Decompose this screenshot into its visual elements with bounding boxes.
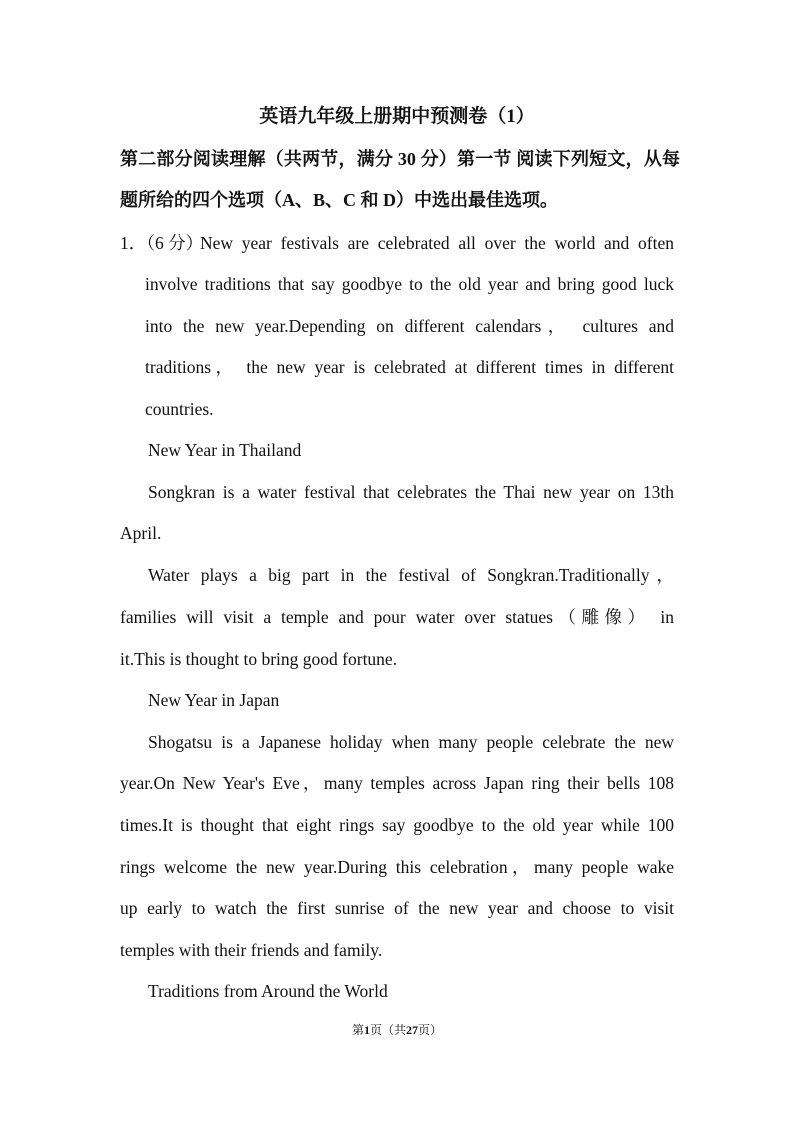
question-text-line: involve traditions that say goodbye to the old year and bring good luck bbox=[145, 274, 674, 294]
question-text-line: New year festivals are celebrated all over the world and often bbox=[200, 233, 674, 253]
paragraph-line: Water plays a big part in the festival of Songkran.Traditionally， bbox=[148, 565, 674, 585]
paragraph-line: it.This is thought to bring good fortune. bbox=[120, 649, 398, 669]
paragraph-line: Shogatsu is a Japanese holiday when many people celebrate the new bbox=[148, 732, 674, 752]
paragraph-line: Songkran is a water festival that celebrates the Thai new year on 13th bbox=[148, 482, 674, 502]
footer-suffix: 页） bbox=[418, 1023, 443, 1037]
footer-prefix: 第 bbox=[351, 1023, 364, 1037]
paragraph-line: year.On New Year's Eve，many temples across Japan ring their bells 108 bbox=[120, 773, 674, 793]
paragraph-line: times.It is thought that eight rings say goodbye to the old year while 100 bbox=[120, 815, 674, 835]
question-text-line: traditions， the new year is celebrated at different times in different bbox=[145, 357, 674, 377]
heading-japan: New Year in Japan bbox=[148, 690, 280, 710]
heading-world: Traditions from Around the World bbox=[148, 981, 388, 1001]
paragraph-line: temples with their friends and family. bbox=[120, 940, 383, 960]
paragraph-line: families will visit a temple and pour water over statues（雕像） in bbox=[120, 607, 674, 627]
page-footer bbox=[0, 1022, 794, 1038]
footer-page-number: 1 bbox=[363, 1023, 370, 1037]
question-text-line: countries. bbox=[145, 399, 214, 419]
question-number: 1．（6 分） bbox=[120, 233, 204, 253]
question-text-line: into the new year.Depending on different calendars， cultures and bbox=[145, 316, 674, 336]
heading-thailand: New Year in Thailand bbox=[148, 440, 302, 460]
paragraph-line: rings welcome the new year.During this celebration，many people wake bbox=[120, 857, 674, 877]
paragraph-line: April. bbox=[120, 523, 162, 543]
paragraph-line: up early to watch the first sunrise of the new year and choose to visit bbox=[120, 898, 674, 918]
page-title: 英语九年级上册期中预测卷（1） bbox=[259, 106, 535, 127]
section-instruction: 第二部分阅读理解（共两节，满分 30 分）第一节 阅读下列短文，从每题所给的四个选项（A、B、C 和 D）中选出最佳选项。 bbox=[120, 149, 680, 210]
footer-total-pages: 27 bbox=[406, 1023, 418, 1037]
footer-middle: 页（共 bbox=[369, 1023, 406, 1037]
